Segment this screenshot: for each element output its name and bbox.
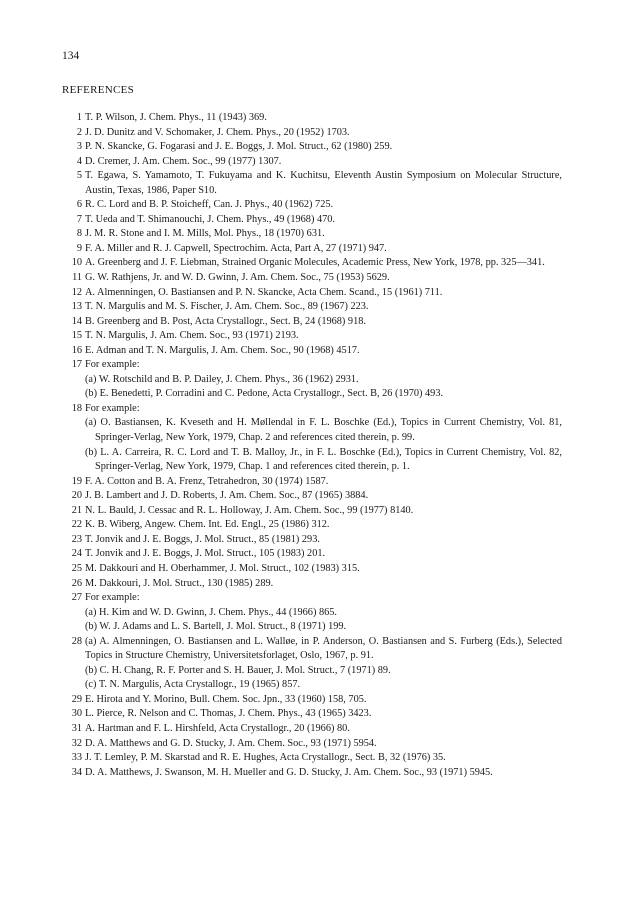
reference-number: 27 <box>71 592 82 604</box>
reference-number: 7 <box>76 213 82 225</box>
reference-item <box>62 242 562 257</box>
reference-number: 4 <box>76 155 82 167</box>
reference-number: 31 <box>71 722 82 734</box>
reference-number: 28 <box>71 635 82 647</box>
reference-text: F. A. Miller and R. J. Capwell, Spectrochim. Acta, Part A, 27 (1971) 947. <box>85 242 387 254</box>
reference-item <box>62 111 562 126</box>
reference-text: T. Egawa, S. Yamamoto, T. Fukuyama and K. Kuchitsu, Eleventh Austin Symposium on Molecular Structure, Austin, Texas, 1986, Paper S10. <box>85 170 562 196</box>
reference-text: G. W. Rathjens, Jr. and W. D. Gwinn, J. Am. Chem. Soc., 75 (1953) 5629. <box>85 272 390 284</box>
reference-text: A. Hartman and F. L. Hirshfeld, Acta Crystallogr., 20 (1966) 80. <box>85 722 350 734</box>
reference-item <box>62 271 562 286</box>
reference-item <box>62 402 562 475</box>
reference-item <box>62 693 562 708</box>
reference-item <box>62 533 562 548</box>
reference-number: 8 <box>76 228 82 240</box>
reference-text: M. Dakkouri, J. Mol. Struct., 130 (1985) 289. <box>85 577 274 589</box>
reference-number: 25 <box>71 562 82 574</box>
reference-number: 13 <box>71 301 82 313</box>
reference-number: 23 <box>71 533 82 545</box>
reference-item <box>62 635 562 693</box>
reference-number: 12 <box>71 286 82 298</box>
reference-number: 26 <box>71 577 82 589</box>
reference-number: 16 <box>71 344 82 356</box>
reference-item <box>62 315 562 330</box>
reference-subitem: (a) W. Rotschild and B. P. Dailey, J. Chem. Phys., 36 (1962) 2931. <box>85 373 359 385</box>
reference-item <box>62 518 562 533</box>
reference-number: 6 <box>76 199 82 211</box>
reference-item <box>62 504 562 519</box>
reference-number: 9 <box>76 242 82 254</box>
reference-text: For example: <box>85 402 140 414</box>
reference-number: 19 <box>71 475 82 487</box>
reference-item <box>62 751 562 766</box>
reference-number: 18 <box>71 402 82 414</box>
reference-item <box>62 213 562 228</box>
reference-item <box>62 707 562 722</box>
reference-text: T. Jonvik and J. E. Boggs, J. Mol. Struct., 105 (1983) 201. <box>85 548 326 560</box>
reference-text: For example: <box>85 359 140 371</box>
reference-item <box>62 140 562 155</box>
reference-text: R. C. Lord and B. P. Stoicheff, Can. J. Phys., 40 (1962) 725. <box>85 199 334 211</box>
reference-text: P. N. Skancke, G. Fogarasi and J. E. Boggs, J. Mol. Struct., 62 (1980) 259. <box>85 141 393 153</box>
reference-number: 24 <box>71 548 82 560</box>
reference-number: 3 <box>76 141 82 153</box>
reference-item <box>62 489 562 504</box>
reference-number: 17 <box>71 359 82 371</box>
reference-item <box>62 198 562 213</box>
reference-text: L. Pierce, R. Nelson and C. Thomas, J. Chem. Phys., 43 (1965) 3423. <box>85 708 372 720</box>
reference-item <box>62 169 562 198</box>
reference-text: A. Greenberg and J. F. Liebman, Strained Organic Molecules, Academic Press, New York, 1978, pp. 325—341. <box>85 257 545 269</box>
reference-text: T. Jonvik and J. E. Boggs, J. Mol. Struct., 85 (1981) 293. <box>85 533 320 545</box>
reference-text: T. Ueda and T. Shimanouchi, J. Chem. Phys., 49 (1968) 470. <box>85 213 335 225</box>
reference-item <box>62 344 562 359</box>
reference-text: J. T. Lemley, P. M. Skarstad and R. E. Hughes, Acta Crystallogr., Sect. B, 32 (1976) 35. <box>85 752 446 764</box>
reference-item <box>62 126 562 141</box>
reference-text: J. D. Dunitz and V. Schomaker, J. Chem. Phys., 20 (1952) 1703. <box>85 126 350 138</box>
reference-number: 2 <box>76 126 82 138</box>
reference-text: T. N. Margulis and M. S. Fischer, J. Am. Chem. Soc., 89 (1967) 223. <box>85 301 369 313</box>
reference-item <box>62 155 562 170</box>
reference-list <box>62 111 562 780</box>
references-heading: REFERENCES <box>62 84 135 96</box>
reference-text: E. Hirota and Y. Morino, Bull. Chem. Soc. Jpn., 33 (1960) 158, 705. <box>85 693 367 705</box>
reference-number: 34 <box>71 766 82 778</box>
reference-number: 20 <box>71 490 82 502</box>
reference-text: E. Adman and T. N. Margulis, J. Am. Chem. Soc., 90 (1968) 4517. <box>85 344 360 356</box>
reference-number: 22 <box>71 519 82 531</box>
reference-text: J. M. R. Stone and I. M. Mills, Mol. Phys., 18 (1970) 631. <box>85 228 325 240</box>
reference-subitem: (c) T. N. Margulis, Acta Crystallogr., 19 (1965) 857. <box>85 679 301 691</box>
reference-text: D. A. Matthews, J. Swanson, M. H. Mueller and G. D. Stucky, J. Am. Chem. Soc., 93 (1971) 5945. <box>85 766 493 778</box>
reference-text: A. Almenningen, O. Bastiansen and P. N. Skancke, Acta Chem. Scand., 15 (1961) 711. <box>85 286 443 298</box>
reference-text: M. Dakkouri and H. Oberhammer, J. Mol. Struct., 102 (1983) 315. <box>85 562 360 574</box>
reference-subitem: (a) O. Bastiansen, K. Kveseth and H. Møllendal in F. L. Boschke (Ed.), Topics in Current Chemistry, Vol. 81, Springer-Verlag, New York, 1979, Chap. 2 and references cited therein, p. 99. <box>85 417 562 444</box>
reference-item <box>62 227 562 242</box>
reference-item <box>62 722 562 737</box>
reference-text: F. A. Cotton and B. A. Frenz, Tetrahedron, 30 (1974) 1587. <box>85 475 329 487</box>
reference-text: For example: <box>85 592 140 604</box>
reference-number: 10 <box>71 257 82 269</box>
reference-item <box>62 737 562 752</box>
reference-number: 33 <box>71 752 82 764</box>
reference-number: 29 <box>71 693 82 705</box>
reference-number: 32 <box>71 737 82 749</box>
reference-subitem: (a) H. Kim and W. D. Gwinn, J. Chem. Phys., 44 (1966) 865. <box>85 606 337 618</box>
reference-number: 21 <box>71 504 82 516</box>
reference-text: (a) A. Almenningen, O. Bastiansen and L. Walløe, in P. Anderson, O. Bastiansen and S. Furberg (Eds.), Selected Topics in Structure Chemistry, Universitetsforlaget, Oslo, 1967, p. 91. <box>85 635 562 662</box>
reference-subitem: (b) L. A. Carreira, R. C. Lord and T. B. Malloy, Jr., in F. L. Boschke (Ed.), Topics in Current Chemistry, Vol. 82, Springer-Verlag, New York, 1979, Chap. 1 and references cited therein, p. 1. <box>85 446 562 473</box>
reference-number: 5 <box>76 170 82 182</box>
reference-number: 15 <box>71 330 82 342</box>
reference-item <box>62 358 562 402</box>
reference-subitem: (b) W. J. Adams and L. S. Bartell, J. Mol. Struct., 8 (1971) 199. <box>85 621 347 633</box>
reference-text: J. B. Lambert and J. D. Roberts, J. Am. Chem. Soc., 87 (1965) 3884. <box>85 490 369 502</box>
page-number: 134 <box>62 50 80 62</box>
reference-text: K. B. Wiberg, Angew. Chem. Int. Ed. Engl., 25 (1986) 312. <box>85 519 330 531</box>
reference-item <box>62 256 562 271</box>
reference-text: N. L. Bauld, J. Cessac and R. L. Holloway, J. Am. Chem. Soc., 99 (1977) 8140. <box>85 504 414 516</box>
reference-item <box>62 591 562 635</box>
reference-number: 1 <box>76 112 82 123</box>
reference-text: D. A. Matthews and G. D. Stucky, J. Am. Chem. Soc., 93 (1971) 5954. <box>85 737 377 749</box>
reference-subitem: (b) C. H. Chang, R. F. Porter and S. H. Bauer, J. Mol. Struct., 7 (1971) 89. <box>85 664 391 676</box>
reference-text: T. N. Margulis, J. Am. Chem. Soc., 93 (1971) 2193. <box>85 330 299 342</box>
reference-item <box>62 562 562 577</box>
reference-item <box>62 286 562 301</box>
reference-number: 11 <box>72 272 82 284</box>
reference-item <box>62 547 562 562</box>
reference-text: D. Cremer, J. Am. Chem. Soc., 99 (1977) 1307. <box>85 155 282 167</box>
reference-number: 30 <box>71 708 82 720</box>
reference-text: T. P. Wilson, J. Chem. Phys., 11 (1943) 369. <box>85 112 267 123</box>
reference-item <box>62 766 562 781</box>
reference-number: 14 <box>71 315 82 327</box>
reference-item <box>62 577 562 592</box>
reference-item <box>62 329 562 344</box>
reference-item <box>62 475 562 490</box>
reference-text: B. Greenberg and B. Post, Acta Crystallogr., Sect. B, 24 (1968) 918. <box>85 315 366 327</box>
reference-item <box>62 300 562 315</box>
reference-subitem: (b) E. Benedetti, P. Corradini and C. Pedone, Acta Crystallogr., Sect. B, 26 (1970) 493. <box>85 388 444 400</box>
